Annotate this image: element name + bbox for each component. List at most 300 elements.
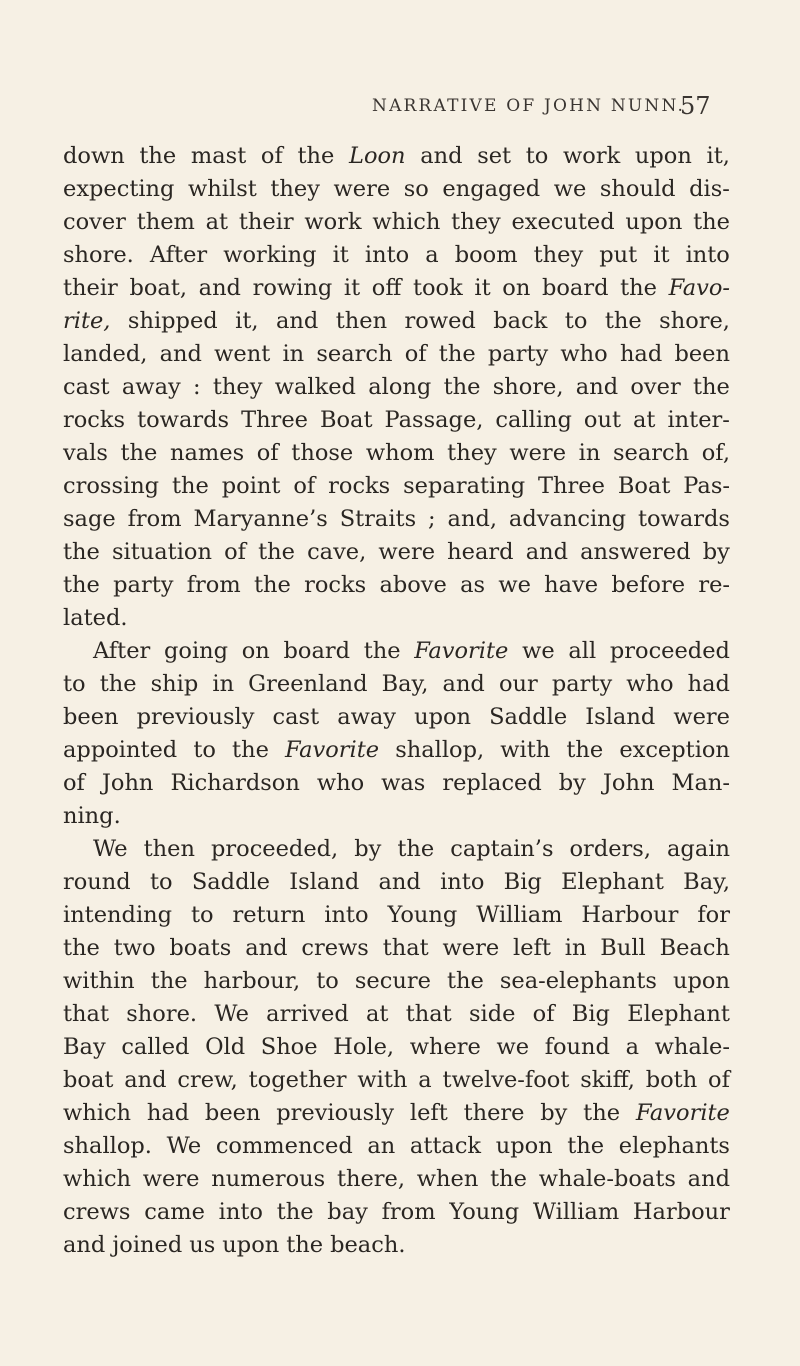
word: the <box>286 1232 324 1258</box>
word: was <box>381 770 426 796</box>
word: and <box>245 935 288 961</box>
word: names <box>170 440 245 466</box>
word: working <box>223 242 317 268</box>
word: and <box>575 374 619 400</box>
word: of <box>404 341 427 367</box>
word: it <box>653 242 670 268</box>
word: the <box>297 143 335 169</box>
word: of <box>256 440 279 466</box>
word: Maryanne’s <box>193 506 328 532</box>
word: to <box>63 671 86 697</box>
word: have <box>544 572 599 598</box>
word: they <box>270 176 320 202</box>
word: crew, <box>177 1067 238 1093</box>
italic-word: Favorite <box>635 1100 730 1126</box>
word: shipped <box>127 308 218 334</box>
word: arrived <box>266 1001 349 1027</box>
word: had <box>146 1100 190 1126</box>
word: at <box>633 407 656 433</box>
word: harbour, <box>203 968 301 994</box>
word: attack <box>409 1133 482 1159</box>
word: the <box>490 1166 527 1192</box>
word: rocks <box>328 473 391 499</box>
text-line <box>63 965 730 998</box>
word: upon <box>495 1133 553 1159</box>
word: from <box>127 506 182 532</box>
word: inter- <box>667 407 730 433</box>
word: with <box>357 1067 408 1093</box>
text-line <box>63 305 730 338</box>
text-line <box>63 470 730 503</box>
word: mast <box>190 143 247 169</box>
text-line <box>63 602 730 635</box>
word: were <box>378 539 436 565</box>
word: walked <box>274 374 356 400</box>
word: intending <box>63 902 173 928</box>
word: and <box>198 275 241 301</box>
word: engaged <box>442 176 541 202</box>
word: shore, <box>492 374 564 400</box>
word: that <box>63 1001 109 1027</box>
word: been <box>674 341 730 367</box>
word: both <box>645 1067 698 1093</box>
word: Greenland <box>248 671 368 697</box>
word: then <box>335 308 388 334</box>
word: at <box>205 209 229 235</box>
word: in <box>282 341 305 367</box>
word: replaced <box>442 770 542 796</box>
word: left <box>513 935 551 961</box>
word: skiff, <box>580 1067 635 1093</box>
word: the <box>693 209 730 235</box>
word: beach. <box>330 1232 406 1258</box>
word: We <box>93 836 128 862</box>
word: towards <box>137 407 230 433</box>
word: work <box>304 209 362 235</box>
word: for <box>697 902 730 928</box>
word: whale-boats <box>538 1166 676 1192</box>
word: ship <box>150 671 199 697</box>
word: Passage, <box>384 407 484 433</box>
word: Richardson <box>170 770 300 796</box>
word: in <box>212 671 235 697</box>
word: point <box>221 473 281 499</box>
word: Big <box>571 1001 610 1027</box>
word: twelve-foot <box>442 1067 570 1093</box>
word: round <box>63 869 131 895</box>
word: off <box>371 275 402 301</box>
word: were <box>442 935 500 961</box>
word: the <box>446 968 484 994</box>
word: who <box>560 341 608 367</box>
word: Bay, <box>683 869 730 895</box>
word: their <box>238 209 294 235</box>
word: their <box>63 275 118 301</box>
word: who <box>626 671 674 697</box>
word: from <box>186 572 241 598</box>
word: left <box>409 1100 448 1126</box>
text-line <box>63 635 730 668</box>
word: over <box>630 374 681 400</box>
word: back <box>493 308 548 334</box>
word: cover <box>63 209 126 235</box>
word: dis- <box>689 176 730 202</box>
word: shallop. <box>63 1133 152 1159</box>
italic-word: Loon <box>349 143 406 169</box>
word: Saddle <box>489 704 568 730</box>
text-line <box>63 734 730 767</box>
text-line <box>63 866 730 899</box>
word: boats <box>169 935 232 961</box>
word: who <box>316 770 365 796</box>
word: joined <box>112 1232 183 1258</box>
word: Old <box>205 1034 246 1060</box>
word: After <box>93 638 151 664</box>
word: shore. <box>126 1001 198 1027</box>
word: they <box>212 374 263 400</box>
word: proceeded, <box>210 836 339 862</box>
text-line <box>63 767 730 800</box>
word: the <box>397 836 435 862</box>
word: and <box>124 1067 167 1093</box>
word: After <box>149 242 208 268</box>
word: went <box>214 341 271 367</box>
word: Beach <box>659 935 730 961</box>
word: were <box>142 1166 200 1192</box>
word: so <box>403 176 429 202</box>
word: in <box>578 440 601 466</box>
word: came <box>144 1199 205 1225</box>
word: by <box>540 1100 568 1126</box>
word: board <box>541 275 609 301</box>
word: John <box>101 770 154 796</box>
word: Young <box>387 902 458 928</box>
word: on <box>241 638 270 664</box>
word: together <box>248 1067 347 1093</box>
word: answered <box>580 539 691 565</box>
word: Shoe <box>260 1034 318 1060</box>
word: then <box>143 836 195 862</box>
text-line <box>63 239 730 272</box>
word: which <box>372 209 441 235</box>
word: we <box>522 638 555 664</box>
running-head: NARRATIVE OF JOHN NUNN. <box>372 96 686 116</box>
text-line <box>63 404 730 437</box>
word: into <box>685 242 730 268</box>
text-line <box>63 800 730 833</box>
word: calling <box>495 407 572 433</box>
text-line <box>63 1097 730 1130</box>
word: the <box>258 539 295 565</box>
word: of <box>260 143 283 169</box>
word: exception <box>619 737 730 763</box>
word: with <box>500 737 551 763</box>
word: cave, <box>307 539 367 565</box>
word: separating <box>403 473 526 499</box>
text-line <box>63 1064 730 1097</box>
word: the <box>172 473 209 499</box>
word: Island <box>289 869 360 895</box>
word: and, <box>447 506 498 532</box>
word: heard <box>447 539 514 565</box>
word: which <box>63 1166 132 1192</box>
text-line <box>63 1031 730 1064</box>
word: whom <box>365 440 435 466</box>
word: it, <box>706 143 730 169</box>
word: Island <box>585 704 656 730</box>
word: rowing <box>252 275 333 301</box>
word: Big <box>503 869 542 895</box>
italic-word: Favo- <box>668 275 730 301</box>
word: the <box>232 737 269 763</box>
text-line <box>63 932 730 965</box>
word: sea-elephants <box>499 968 657 994</box>
text-line <box>63 206 730 239</box>
word: been <box>204 1100 261 1126</box>
word: board <box>283 638 351 664</box>
word: the <box>693 374 730 400</box>
word: bay <box>327 1199 368 1225</box>
word: and <box>275 308 319 334</box>
word: had <box>687 671 730 697</box>
word: Elephant <box>627 1001 730 1027</box>
text-line <box>63 536 730 569</box>
word: took <box>412 275 463 301</box>
word: the <box>443 374 481 400</box>
word: it <box>343 275 361 301</box>
word: Three <box>538 473 605 499</box>
text-line <box>63 503 730 536</box>
word: it <box>474 275 491 301</box>
word: previously <box>136 704 255 730</box>
word: whale- <box>654 1034 730 1060</box>
word: vals <box>63 440 108 466</box>
word: that <box>382 935 429 961</box>
word: We <box>166 1133 202 1159</box>
word: elephants <box>618 1133 730 1159</box>
word: secure <box>354 968 431 994</box>
text-line <box>63 1229 730 1262</box>
word: lated. <box>63 605 128 631</box>
text-line <box>63 437 730 470</box>
word: the <box>604 308 642 334</box>
word: appointed <box>63 737 178 763</box>
word: advancing <box>508 506 627 532</box>
word: when <box>416 1166 479 1192</box>
word: on <box>502 275 531 301</box>
word: us <box>189 1232 216 1258</box>
word: of <box>224 539 246 565</box>
word: they <box>447 440 497 466</box>
word: and <box>442 671 485 697</box>
word: of <box>532 1001 555 1027</box>
word: Elephant <box>561 869 664 895</box>
word: that <box>405 1001 452 1027</box>
word: the <box>253 572 291 598</box>
word: upon <box>625 209 683 235</box>
word: at <box>365 1001 389 1027</box>
word: Young <box>449 1199 520 1225</box>
word: shore, <box>659 308 730 334</box>
word: away <box>121 374 181 400</box>
text-line <box>63 1130 730 1163</box>
word: all <box>568 638 597 664</box>
word: again <box>667 836 730 862</box>
word: away <box>337 704 397 730</box>
word: crossing <box>63 473 160 499</box>
text-line <box>63 1163 730 1196</box>
word: shallop, <box>395 737 485 763</box>
word: set <box>477 143 512 169</box>
word: were <box>509 440 567 466</box>
word: found <box>544 1034 610 1060</box>
word: shore. <box>63 242 134 268</box>
word: before <box>611 572 686 598</box>
word: in <box>564 935 587 961</box>
word: Bay <box>63 1034 106 1060</box>
word: should <box>599 176 676 202</box>
word: We <box>214 1001 249 1027</box>
word: to <box>149 869 173 895</box>
word: the <box>63 572 100 598</box>
word: captain’s <box>450 836 554 862</box>
word: Pas- <box>683 473 730 499</box>
word: orders, <box>569 836 651 862</box>
word: two <box>113 935 156 961</box>
word: numerous <box>211 1166 326 1192</box>
text-line <box>63 371 730 404</box>
word: the <box>620 275 657 301</box>
text-line <box>63 668 730 701</box>
word: Hole, <box>333 1034 395 1060</box>
word: out <box>583 407 622 433</box>
italic-word: Favorite <box>414 638 509 664</box>
word: the <box>438 341 476 367</box>
word: the <box>583 1100 621 1126</box>
word: cast <box>272 704 320 730</box>
word: the <box>363 638 401 664</box>
word: the <box>150 968 188 994</box>
word: them <box>136 209 195 235</box>
word: had <box>619 341 663 367</box>
text-line <box>63 899 730 932</box>
word: above <box>379 572 447 598</box>
word: of <box>63 770 85 796</box>
word: they <box>533 242 584 268</box>
word: been <box>63 704 119 730</box>
word: rocks <box>304 572 367 598</box>
word: Harbour <box>581 902 679 928</box>
word: and <box>159 341 202 367</box>
word: party <box>487 341 549 367</box>
word: the <box>63 539 100 565</box>
word: crews <box>301 935 369 961</box>
word: Bay, <box>381 671 429 697</box>
word: commenced <box>215 1133 353 1159</box>
word: by <box>558 770 586 796</box>
word: whilst <box>188 176 257 202</box>
word: ; <box>428 506 436 532</box>
word: our <box>498 671 538 697</box>
word: proceeded <box>609 638 730 664</box>
word: crews <box>63 1199 131 1225</box>
word: which <box>63 1100 132 1126</box>
text-line <box>63 272 730 305</box>
word: William <box>476 902 563 928</box>
word: called <box>121 1034 190 1060</box>
word: by <box>702 539 730 565</box>
word: ning. <box>63 803 121 829</box>
word: Bull <box>600 935 646 961</box>
word: and <box>420 143 463 169</box>
text-line <box>63 569 730 602</box>
word: cast <box>63 374 110 400</box>
word: boom <box>454 242 518 268</box>
word: into <box>324 902 369 928</box>
word: Three <box>241 407 308 433</box>
word: and <box>687 1166 730 1192</box>
word: to <box>564 308 588 334</box>
italic-word: Favorite <box>285 737 380 763</box>
text-line <box>63 1196 730 1229</box>
word: the <box>567 1133 605 1159</box>
word: Straits <box>339 506 417 532</box>
word: the <box>276 1199 314 1225</box>
word: an <box>367 1133 396 1159</box>
word: to <box>190 902 214 928</box>
word: to <box>316 968 339 994</box>
word: boat <box>63 1067 114 1093</box>
word: and <box>525 539 568 565</box>
word: of <box>293 473 316 499</box>
word: situation <box>111 539 212 565</box>
word: were <box>673 704 730 730</box>
word: within <box>63 968 135 994</box>
word: the <box>566 737 604 763</box>
word: expecting <box>63 176 175 202</box>
word: side <box>468 1001 516 1027</box>
word: sage <box>63 506 116 532</box>
word: : <box>192 374 201 400</box>
word: into <box>364 242 410 268</box>
word: boat, <box>129 275 188 301</box>
word: search <box>612 440 690 466</box>
text-line <box>63 173 730 206</box>
page-number: 57 <box>680 92 711 120</box>
word: we <box>498 572 531 598</box>
word: down <box>63 143 125 169</box>
word: there <box>463 1100 525 1126</box>
word: we <box>553 176 587 202</box>
word: those <box>291 440 354 466</box>
word: a <box>425 242 439 268</box>
word: the <box>120 440 158 466</box>
word: and <box>63 1232 106 1258</box>
word: upon <box>673 968 730 994</box>
text-line <box>63 998 730 1031</box>
word: party <box>551 671 613 697</box>
word: where <box>409 1034 481 1060</box>
word: John <box>602 770 655 796</box>
word: they <box>451 209 501 235</box>
word: Boat <box>319 407 373 433</box>
word: Boat <box>617 473 671 499</box>
word: the <box>99 671 137 697</box>
text-line <box>63 140 730 173</box>
word: we <box>496 1034 530 1060</box>
word: into <box>218 1199 263 1225</box>
word: put <box>599 242 638 268</box>
